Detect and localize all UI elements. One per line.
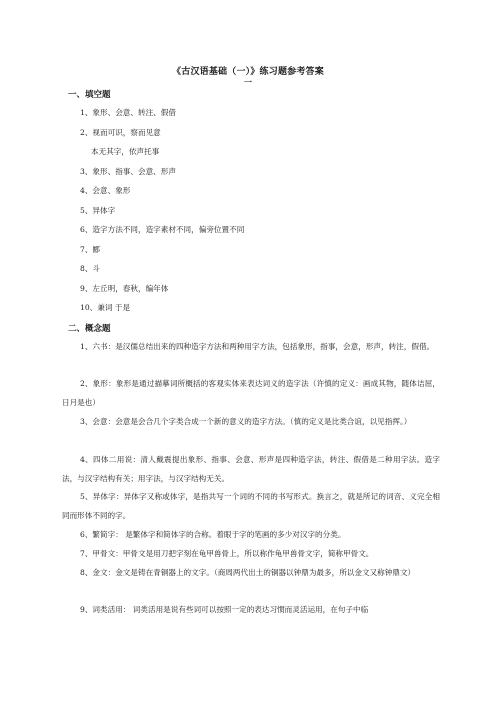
section-heading-concepts: 二、概念题 (68, 324, 111, 334)
paragraph: 8、金文：金文是铸在青铜器上的文字。（商周两代出土的铜器以钟鼎为最多，所以金文又称钟鼎文） (80, 568, 416, 577)
paragraph: 3、会意：会意是会合几个字类合成一个新的意义的造字方法。（慎的定义是比类合谊，以见指挥。） (80, 417, 412, 426)
document-subtitle: 一 (244, 77, 252, 87)
list-item: 本无其字，依声托事 (91, 147, 160, 156)
list-item: 4、会意、象形 (80, 186, 131, 195)
list-item: 7、郾 (80, 245, 101, 254)
paragraph: 4、四体二用说：清人戴震提出象形、指事、会意、形声是四种造字法，转注、假借是二种用字法。造字法，与汉字结构有关；用字法，与汉字结构无关。 (62, 455, 440, 483)
list-item: 9、左丘明，春秋，编年体 (80, 284, 169, 293)
list-item: 6、造字方法不同，造字素材不同，偏旁位置不同 (80, 225, 245, 234)
paragraph: 2、象形：象形是通过描摹词所概括的客观实体来表达词义的造字法（许慎的定义：画成其物，随体诘屈，日月是也） (62, 379, 440, 407)
paragraph: 9、词类活用： 词类活用是说有些词可以按照一定的表达习惯而灵活运用，在句子中临 (80, 605, 369, 614)
paragraph: 6、繁简字： 是繁体字和简体字的合称。着眼于字的笔画的多少对汉字的分类。 (80, 530, 346, 539)
list-item: 5、异体字 (80, 206, 116, 215)
list-item: 3、象形、指事、会意、形声 (80, 167, 176, 176)
document-title: 《古汉语基础（一）》练习题参考答案 (172, 67, 324, 77)
section-heading-fill-in: 一、填空题 (68, 90, 111, 100)
list-item: 10、兼词 于是 (80, 303, 131, 312)
list-item: 1、象形、会意、转注、假借 (80, 108, 176, 117)
paragraph: 5、异体字：异体字又称或体字，是指共写一个词的不同的书写形式。换言之，就是所记的词音、义完全相同而形体不同的字。 (62, 492, 440, 520)
paragraph: 1、六书：是汉儒总结出来的四种造字方法和两种用字方法，包括象形，指事，会意，形声，转注，假借。 (80, 342, 435, 351)
list-item: 2、视而可识，察而见意 (80, 128, 161, 137)
list-item: 8、斗 (80, 264, 101, 273)
paragraph: 7、甲骨文：甲骨文是用刀把字刻在龟甲兽骨上，所以称作龟甲兽骨文字，简称甲骨文。 (80, 549, 374, 558)
